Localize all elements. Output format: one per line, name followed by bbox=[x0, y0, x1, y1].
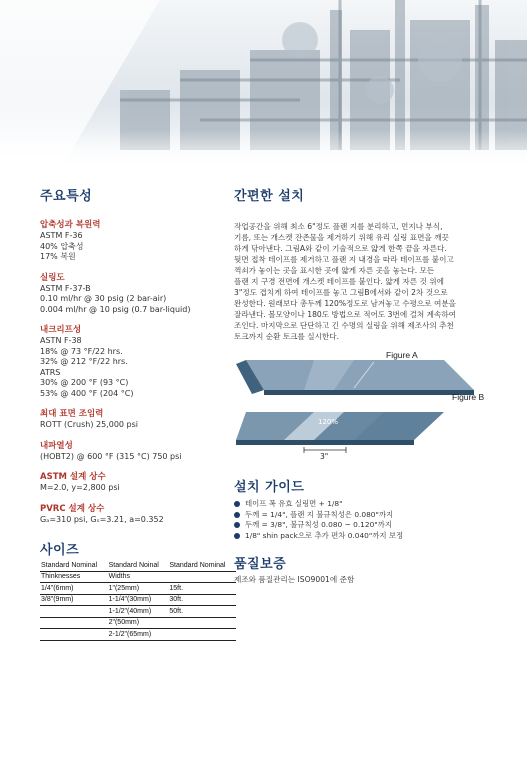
paragraph-line: 기름, 또는 개스켓 잔존물을 제거하기 위해 유리 실링 표면을 깨끗 bbox=[234, 233, 449, 242]
property-line: 0.10 ml/hr @ 30 psig (2 bar-air) bbox=[40, 294, 167, 303]
overlap-length-label: 3" bbox=[320, 452, 329, 461]
paragraph-line: 뒷면 접착 테이프를 제거하고 플랜 지 내경을 따라 테이프를 붙이고 bbox=[234, 255, 454, 264]
table-subheader bbox=[168, 571, 236, 583]
property-line: 0.004 ml/hr @ 10 psig (0.7 bar-liquid) bbox=[40, 304, 191, 314]
table-cell: 15ft. bbox=[168, 583, 236, 595]
properties-heading: 주요특성 bbox=[40, 189, 93, 204]
table-header: Standard Nominal bbox=[40, 560, 108, 571]
table-header-row bbox=[40, 560, 236, 571]
table-subheader-row bbox=[40, 571, 236, 583]
properties-section bbox=[40, 185, 240, 558]
property-line: ASTM F-37-B bbox=[40, 283, 91, 293]
table-cell bbox=[40, 629, 108, 641]
table-row bbox=[40, 629, 236, 641]
guide-item-text: 두께 = 1/4", 플랜 지 불규칙성은 0.080"까지 bbox=[245, 509, 394, 519]
property-line: 32% @ 212 °F/22 hrs. bbox=[40, 357, 128, 366]
table-header: Standard Nominal bbox=[168, 560, 236, 571]
property-line: 17% 복원 bbox=[40, 252, 76, 261]
property-line: ASTM F-36 bbox=[40, 231, 83, 240]
table-subheader: Thinknesses bbox=[40, 571, 108, 583]
figure-b-label: Figure B bbox=[452, 392, 485, 402]
table-cell: 1-1/2"(40mm) bbox=[108, 606, 169, 618]
property-line: (HOBT2) @ 600 °F (315 °C) 750 psi bbox=[40, 451, 182, 461]
property-line: 40% 압축성 bbox=[40, 241, 84, 251]
bullet-icon bbox=[234, 533, 240, 539]
paragraph-line: 완성한다. 원래보다 총두께 120%정도로 남겨놓고 수평으로 여분을 bbox=[234, 299, 456, 308]
guide-item-text: 1/8" shin pack으로 추가 편차 0.040"까지 보정 bbox=[245, 530, 404, 540]
paragraph-line: 하게 닦아낸다. 그림A와 같이 기술적으로 얇게 한쪽 끝을 자른다. bbox=[234, 244, 447, 253]
property-title: 내파열성 bbox=[40, 440, 73, 451]
guide-item-text: 테이프 폭 유효 실링면 + 1/8" bbox=[245, 499, 343, 508]
table-cell: 3/8"(9mm) bbox=[40, 594, 108, 606]
property-line: ASTN F-38 bbox=[40, 336, 82, 345]
overlap-percent-label: 120% bbox=[318, 418, 339, 426]
paragraph-line: 작업공간을 위해 최소 6"정도 플랜 지를 분리하고, 먼지나 부식, bbox=[234, 222, 443, 231]
property-line: ROTT (Crush) 25,000 psi bbox=[40, 420, 139, 429]
install-heading: 간편한 설치 bbox=[234, 189, 305, 204]
guide-item-text: 두께 = 3/8", 불규칙성 0.080 ~ 0.120"까지 bbox=[245, 520, 392, 529]
list-item bbox=[234, 520, 506, 531]
paragraph-line: 꺽쇠가 놓이는 곳을 표시한 곳에 얇게 자른 곳을 놓는다. 모든 bbox=[234, 266, 435, 275]
list-item bbox=[234, 499, 506, 510]
table-cell: 30ft. bbox=[168, 594, 236, 606]
sizes-heading: 사이즈 bbox=[40, 543, 80, 558]
property-line: Gₐ=310 psi, Gₛ=3.21, a=0.352 bbox=[40, 514, 164, 524]
guide-list bbox=[234, 499, 506, 541]
table-cell bbox=[168, 617, 236, 629]
property-line: ATRS bbox=[40, 367, 61, 377]
table-row bbox=[40, 583, 236, 595]
sizes-table bbox=[40, 560, 236, 641]
table-subheader: Widths bbox=[108, 571, 169, 583]
bullet-icon bbox=[234, 501, 240, 507]
table-row bbox=[40, 606, 236, 618]
table-cell bbox=[40, 606, 108, 618]
table-cell: 2-1/2"(65mm) bbox=[108, 629, 169, 641]
property-line: 18% @ 73 °F/22 hrs. bbox=[40, 346, 123, 356]
bullet-icon bbox=[234, 522, 240, 528]
table-cell bbox=[168, 629, 236, 641]
table-cell: 1-1/4"(30mm) bbox=[108, 594, 169, 606]
table-cell: 50ft. bbox=[168, 606, 236, 618]
property-title: 압축성과 복원력 bbox=[40, 220, 101, 230]
property-line: 30% @ 200 °F (93 °C) bbox=[40, 378, 129, 387]
table-header: Standard Noinal bbox=[108, 560, 169, 571]
property-title: 최대 표면 조임력 bbox=[40, 409, 104, 419]
table-row bbox=[40, 617, 236, 629]
bullet-icon bbox=[234, 512, 240, 518]
list-item bbox=[234, 531, 506, 542]
property-title: 실링도 bbox=[40, 272, 65, 283]
properties-list bbox=[40, 220, 240, 525]
table-row bbox=[40, 594, 236, 606]
property-line: 53% @ 400 °F (204 °C) bbox=[40, 388, 134, 398]
quality-heading: 품질보증 bbox=[234, 557, 287, 572]
quality-text: 제조와 품질관리는 ISO9001에 준함 bbox=[234, 575, 355, 584]
property-title: PVRC 설계 상수 bbox=[40, 503, 105, 514]
hero-image bbox=[0, 0, 527, 170]
install-paragraph bbox=[234, 221, 506, 342]
table-cell: 1/4"(6mm) bbox=[40, 583, 108, 595]
property-title: 내크리프성 bbox=[40, 325, 82, 335]
install-section bbox=[234, 185, 506, 585]
install-figures bbox=[234, 352, 506, 462]
table-cell: 2"(50mm) bbox=[108, 617, 169, 629]
property-line: M=2.0, y=2,800 psi bbox=[40, 483, 120, 492]
paragraph-line: 3"정도 겹치게 하여 테이프를 놓고 그림B에서와 같이 2차 것으로 bbox=[234, 288, 448, 297]
list-item bbox=[234, 510, 506, 521]
paragraph-line: 플랜 지 구경 전면에 개스켓 테이프를 붙인다. 얇게 자른 것 위에 bbox=[234, 277, 444, 286]
table-cell bbox=[40, 617, 108, 629]
paragraph-line: 잘라낸다. 볼모양이나 180도 방법으로 적어도 3번에 걸쳐 계속하여 bbox=[234, 310, 457, 319]
table-cell: 1"(25mm) bbox=[108, 583, 169, 595]
tape-diagram bbox=[234, 352, 506, 462]
property-title: ASTM 설계 상수 bbox=[40, 472, 106, 482]
paragraph-line: 토크까지 순환 토크를 실시한다. bbox=[234, 332, 340, 341]
paragraph-line: 조인다. 마지막으로 단단하고 긴 수명의 실링을 위해 제조사의 추천 bbox=[234, 321, 454, 330]
figure-a-label: Figure A bbox=[386, 350, 418, 360]
guide-heading: 설치 가이드 bbox=[234, 480, 305, 495]
